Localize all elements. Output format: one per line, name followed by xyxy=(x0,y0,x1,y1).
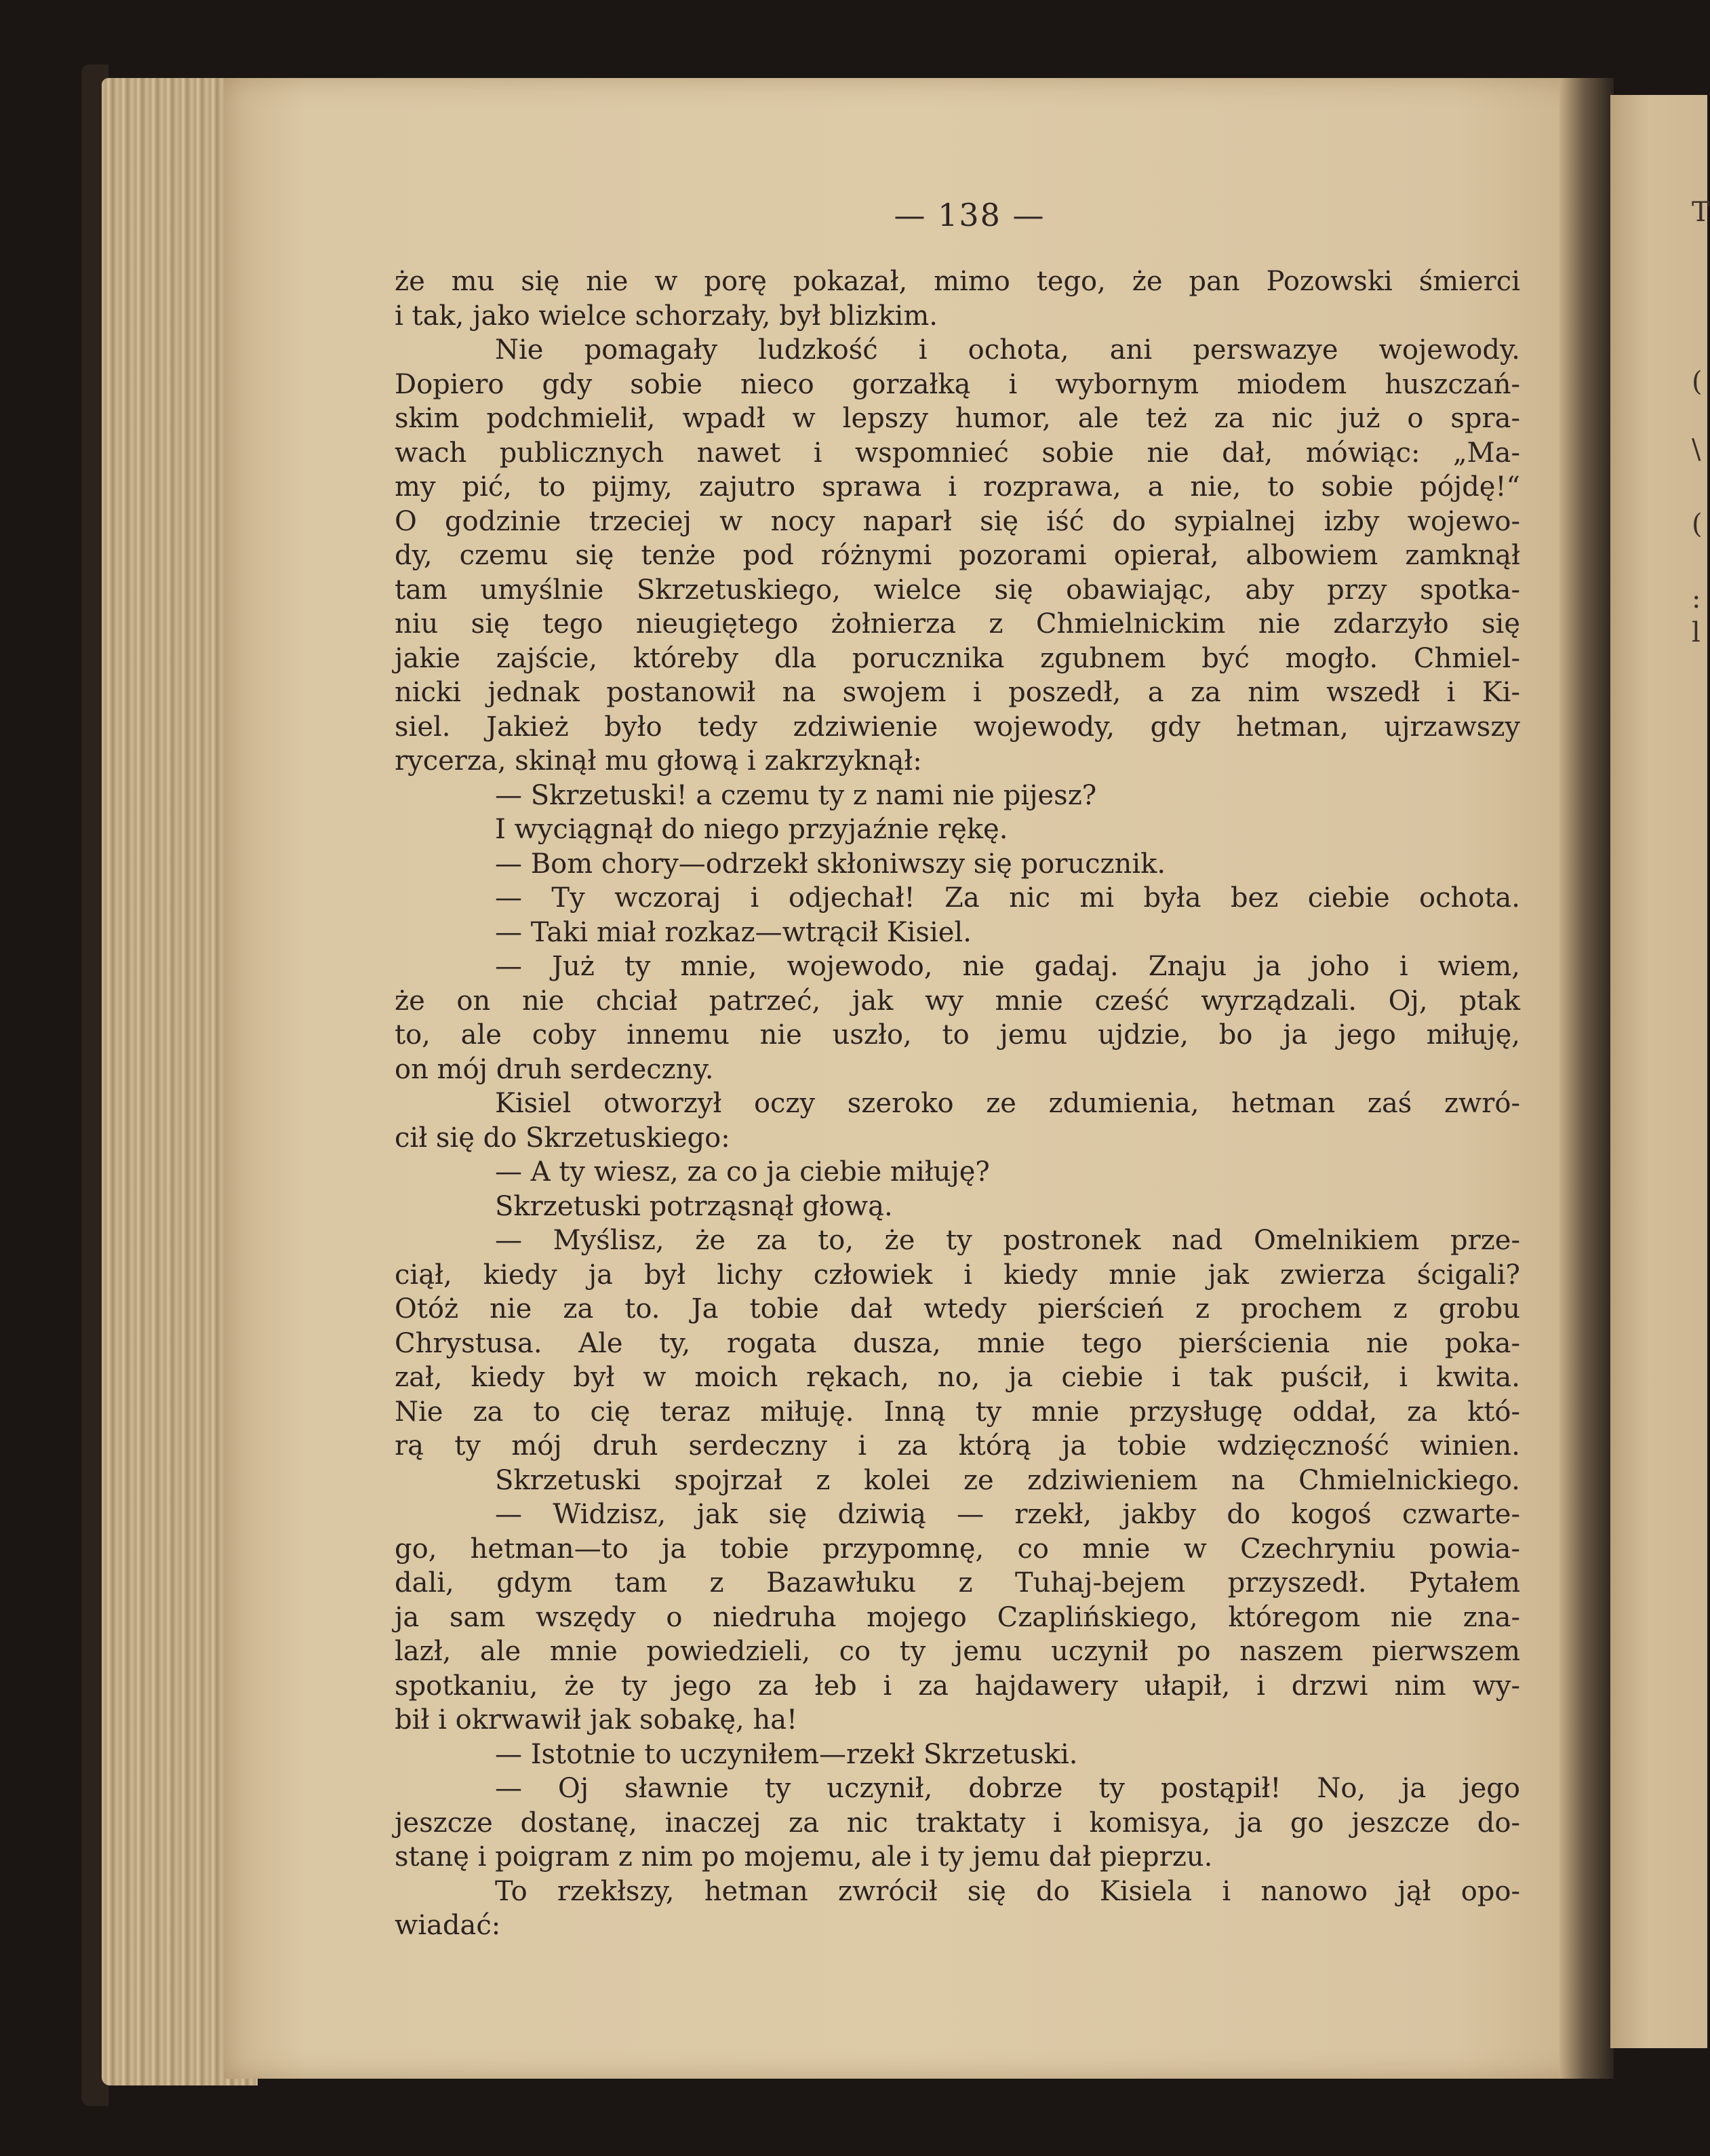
facing-page-fragment: l xyxy=(1692,617,1701,648)
text-line: — Istotnie to uczyniłem—rzekł Skrzetuski. xyxy=(495,1738,1078,1770)
facing-page-fragment: ( xyxy=(1692,509,1703,540)
text-line: — Bom chory—odrzekł skłoniwszy się porucznik. xyxy=(495,848,1166,880)
text-line: rą ty mój druh serdeczny i za którą ja tobie wdzięczność winien. xyxy=(395,1430,1520,1462)
text-line: zał, kiedy był w moich rękach, no, ja ciebie i tak puścił, i kwita. xyxy=(395,1362,1520,1393)
text-line: skim podchmielił, wpadł w lepszy humor, ale też za nic już o spra- xyxy=(395,403,1520,434)
text-line: To rzekłszy, hetman zwrócił się do Kisiela i nanowo jął opo- xyxy=(495,1875,1520,1907)
text-line: że mu się nie w porę pokazał, mimo tego, że pan Pozowski śmierci xyxy=(395,266,1520,297)
text-line: spotkaniu, że ty jego za łeb i za hajdawery ułapił, i drzwi nim wy- xyxy=(395,1670,1520,1702)
text-line: Dopiero gdy sobie nieco gorzałką i wybornym miodem huszczań- xyxy=(395,368,1520,400)
text-line: siel. Jakież było tedy zdziwienie wojewody, gdy hetman, ujrzawszy xyxy=(395,711,1520,743)
text-line: I wyciągnął do niego przyjaźnie rękę. xyxy=(495,814,1008,845)
text-line: Nie pomagały ludzkość i ochota, ani perswazye wojewody. xyxy=(495,334,1520,366)
text-line: Otóż nie za to. Ja tobie dał wtedy pierścień z prochem z grobu xyxy=(395,1293,1520,1325)
text-line: niu się tego nieugiętego żołnierza z Chmielnickim nie zdarzyło się xyxy=(395,608,1520,640)
book-gutter xyxy=(1559,78,1614,2079)
text-line: Nie za to cię teraz miłuję. Inną ty mnie przysługę oddał, za któ- xyxy=(395,1396,1520,1428)
facing-page-fragment: ( xyxy=(1692,366,1703,397)
text-line: cił się do Skrzetuskiego: xyxy=(395,1122,730,1154)
text-line: Skrzetuski potrząsnął głową. xyxy=(495,1190,893,1222)
page-number: — 138 — xyxy=(894,197,1046,233)
text-line: on mój druh serdeczny. xyxy=(395,1053,714,1085)
text-line: nicki jednak postanowił na swojem i poszedł, a za nim wszedł i Ki- xyxy=(395,677,1520,708)
facing-page-fragment: \ xyxy=(1692,434,1701,465)
text-line: dali, gdym tam z Bazawłuku z Tuhaj-bejem przyszedł. Pytałem xyxy=(395,1567,1520,1599)
text-line: Skrzetuski spojrzał z kolei ze zdziwieniem na Chmielnickiego. xyxy=(495,1464,1520,1496)
text-line: lazł, ale mnie powiedzieli, co ty jemu uczynił po naszem pierwszem xyxy=(395,1636,1520,1667)
text-line: — Myślisz, że za to, że ty postronek nad Omelnikiem prze- xyxy=(495,1225,1520,1256)
text-line: go, hetman—to ja tobie przypomnę, co mnie w Czechryniu powia- xyxy=(395,1533,1520,1565)
text-line: Chrystusa. Ale ty, rogata dusza, mnie tego pierścienia nie poka- xyxy=(395,1327,1520,1359)
facing-page-fragment: : xyxy=(1692,583,1701,614)
text-line: — Ty wczoraj i odjechał! Za nic mi była bez ciebie ochota. xyxy=(495,882,1520,914)
text-line: rycerza, skinął mu głową i zakrzyknął: xyxy=(395,745,922,777)
text-line: wach publicznych nawet i wspomnieć sobie nie dał, mówiąc: „Ma- xyxy=(395,437,1520,469)
facing-page-fragment: T xyxy=(1692,197,1710,228)
text-line: — Oj sławnie ty uczynił, dobrze ty postąpił! No, ja jego xyxy=(495,1773,1520,1804)
text-line: — Taki miał rozkaz—wtrącił Kisiel. xyxy=(495,916,972,948)
text-line: — A ty wiesz, za co ja ciebie miłuję? xyxy=(495,1156,990,1188)
text-line: wiadać: xyxy=(395,1910,501,1941)
text-line: jeszcze dostanę, inaczej za nic traktaty i komisya, ja go jeszcze do- xyxy=(395,1807,1520,1839)
text-line: ja sam wszędy o niedruha mojego Czaplińskiego, któregom nie zna- xyxy=(395,1601,1520,1633)
text-line: że on nie chciał patrzeć, jak wy mnie cześć wyrządzali. Oj, ptak xyxy=(395,985,1520,1017)
text-line: my pić, to pijmy, zajutro sprawa i rozprawa, a nie, to sobie pójdę!“ xyxy=(395,471,1520,503)
text-line: i tak, jako wielce schorzały, był blizkim. xyxy=(395,300,938,332)
text-line: — Już ty mnie, wojewodo, nie gadaj. Znaju ja joho i wiem, xyxy=(495,951,1520,982)
text-line: Kisiel otworzył oczy szeroko ze zdumienia, hetman zaś zwró- xyxy=(495,1088,1520,1119)
text-line: — Widzisz, jak się dziwią — rzekł, jakby do kogoś czwarte- xyxy=(495,1499,1520,1530)
text-line: to, ale coby innemu nie uszło, to jemu ujdzie, bo ja jego miłuję, xyxy=(395,1019,1520,1051)
text-line: dy, czemu się tenże pod różnymi pozorami opierał, albowiem zamknął xyxy=(395,540,1520,571)
text-line: ciął, kiedy ja był lichy człowiek i kiedy mnie jak zwierza ścigali? xyxy=(395,1259,1520,1291)
page-text xyxy=(395,264,1520,1943)
text-line: — Skrzetuski! a czemu ty z nami nie pijesz? xyxy=(495,779,1097,811)
text-line: jakie zajście, któreby dla porucznika zgubnem być mogło. Chmiel- xyxy=(395,642,1520,674)
text-line: stanę i poigram z nim po mojemu, ale i ty jemu dał pieprzu. xyxy=(395,1841,1213,1873)
text-line: O godzinie trzeciej w nocy naparł się iść do sypialnej izby wojewo- xyxy=(395,505,1520,537)
text-line: tam umyślnie Skrzetuskiego, wielce się obawiając, aby przy spotka- xyxy=(395,574,1520,606)
text-line: bił i okrwawił jak sobakę, ha! xyxy=(395,1704,798,1736)
